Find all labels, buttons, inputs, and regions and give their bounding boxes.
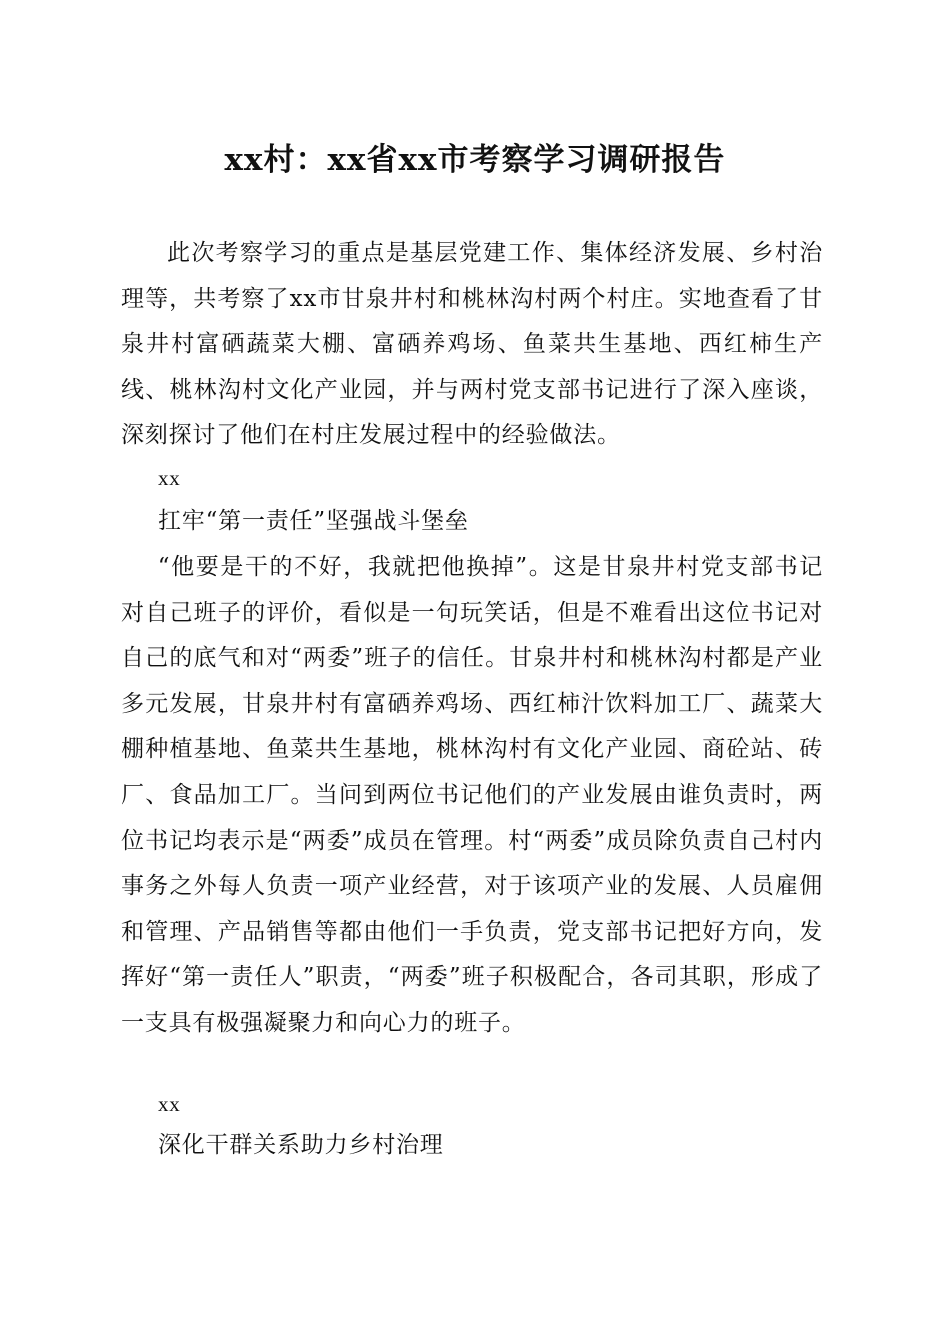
section-heading: 深化干群关系助力乡村治理 [158,1132,444,1158]
section-number: xx [158,1092,181,1116]
section-number: xx [158,466,181,490]
section-heading: 扛牢“第一责任”坚强战斗堡垒 [158,508,469,534]
section-body-paragraph: “他要是干的不好，我就把他换掉”。这是甘泉井村党支部书记对自己班子的评价，看似是一句玩笑话，但是不难看出这位书记对自己的底气和对“两委”班子的信任。甘泉井村和桃林沟村都是产业多元发展，甘泉井村有富硒养鸡场、西红柿汁饮料加工厂、蔬菜大棚种植基地、鱼菜共生基地，桃林沟村有文化产业园、商砼站、砖厂、食品加工厂。当问到两位书记他们的产业发展由谁负责时，两位书记均表示是“两委”成员在管理。村“两委”成员除负责自己村内事务之外每人负责一项产业经营，对于该项产业的发展、人员雇佣和管理、产品销售等都由他们一手负责，党支部书记把好方向，发挥好“第一责任人”职责，“两委”班子积极配合，各司其职，形成了一支具有极强凝聚力和向心力的班子。 [121,554,823,1036]
intro-paragraph: 此次考察学习的重点是基层党建工作、集体经济发展、乡村治理等，共考察了xx市甘泉井村和桃林沟村两个村庄。实地查看了甘泉井村富硒蔬菜大棚、富硒养鸡场、鱼菜共生基地、西红柿生产线、桃林沟村文化产业园，并与两村党支部书记进行了深入座谈，深刻探讨了他们在村庄发展过程中的经验做法。 [121,240,823,449]
page-title: xx村：xx省xx市考察学习调研报告 [224,142,726,178]
